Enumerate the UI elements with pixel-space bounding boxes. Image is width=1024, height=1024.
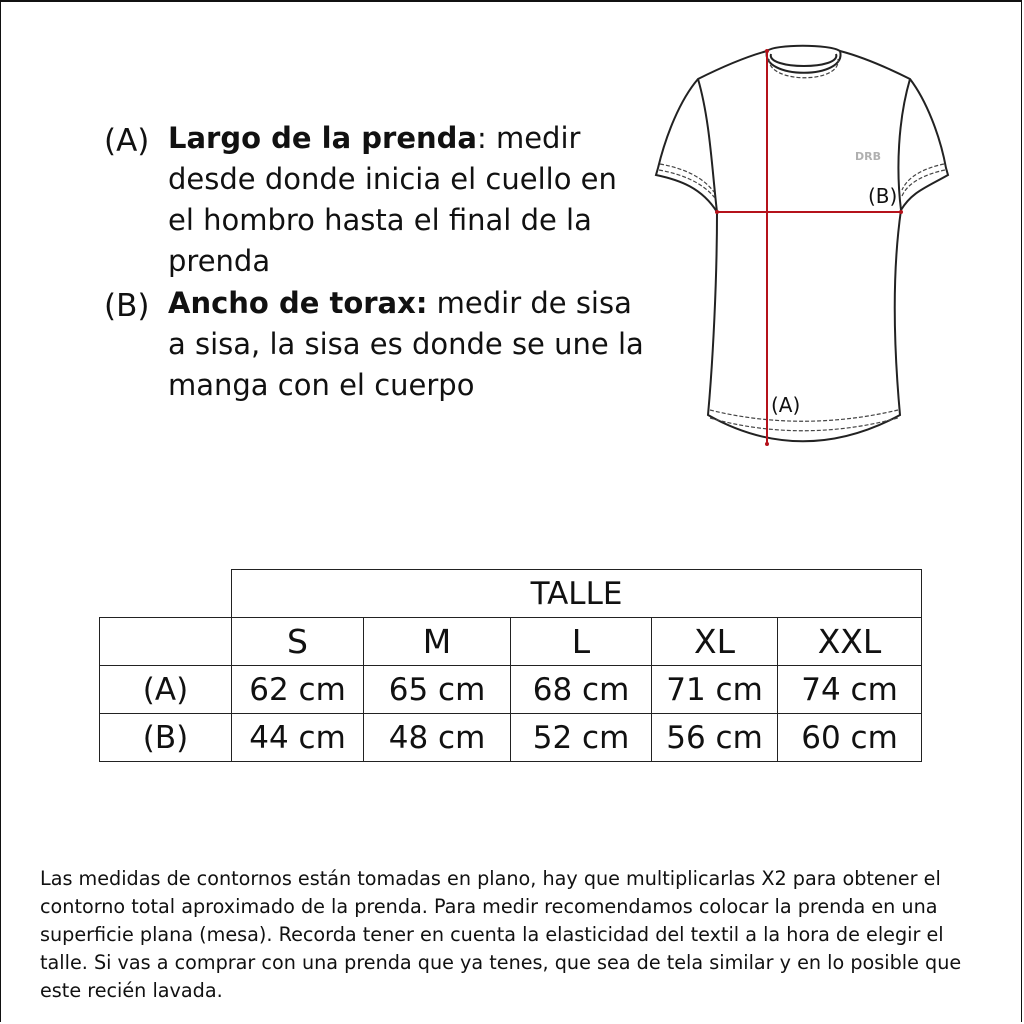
size-header: L	[511, 618, 652, 666]
marker-a-bottom	[765, 442, 769, 446]
table-cell: 52 cm	[511, 714, 652, 762]
tshirt-left-armhole	[698, 79, 717, 212]
table-row	[100, 714, 922, 762]
marker-a-top	[765, 49, 769, 53]
tshirt-diagram	[650, 40, 950, 460]
table-cell: 68 cm	[511, 666, 652, 714]
marker-b-right	[899, 210, 903, 214]
definition-b	[104, 283, 644, 406]
table-title: TALLE	[232, 570, 922, 618]
table-row	[100, 666, 922, 714]
table-cell: 62 cm	[232, 666, 364, 714]
tshirt-outline	[656, 46, 948, 442]
table-header-blank	[100, 618, 232, 666]
diagram-label-a: (A)	[771, 393, 801, 417]
definition-b-text: medir de sisa a sisa, la sisa es donde se une la manga con el cuerpo	[168, 286, 644, 402]
table-title-row	[100, 570, 922, 618]
size-header: XXL	[778, 618, 922, 666]
definition-b-letter: (B)	[104, 288, 150, 324]
measurement-definitions	[104, 118, 644, 406]
table-cell: 65 cm	[364, 666, 511, 714]
brand-logo-text: DRB	[855, 150, 881, 163]
diagram-label-b: (B)	[868, 184, 898, 208]
measurement-lines	[717, 51, 901, 444]
definition-a-title: Largo de la prenda	[168, 121, 477, 155]
size-header: S	[232, 618, 364, 666]
table-corner-blank	[100, 570, 232, 618]
table-cell: 74 cm	[778, 666, 922, 714]
tshirt-svg	[650, 40, 950, 460]
measurement-markers	[715, 49, 903, 446]
tshirt-right-armhole	[898, 79, 910, 210]
table-cell: 44 cm	[232, 714, 364, 762]
table-cell: 56 cm	[652, 714, 778, 762]
definition-b-title: Ancho de torax:	[168, 286, 428, 320]
definition-a	[104, 118, 644, 282]
marker-b-left	[715, 210, 719, 214]
right-sleeve-stitch-2	[902, 170, 945, 196]
right-sleeve-stitch-1	[902, 164, 944, 190]
tshirt-collar-inner	[771, 54, 837, 66]
size-header: M	[364, 618, 511, 666]
row-label: (B)	[100, 714, 232, 762]
size-table	[99, 569, 922, 762]
hem-stitch-1	[710, 410, 898, 421]
table-cell: 48 cm	[364, 714, 511, 762]
table-cell: 60 cm	[778, 714, 922, 762]
row-label: (A)	[100, 666, 232, 714]
definition-a-text: : medir desde donde inicia el cuello en el hombro hasta el final de la prenda	[168, 121, 617, 278]
measurement-note: Las medidas de contornos están tomadas en plano, hay que multiplicarlas X2 para obtener el contorno total aproximado de la prenda. Para medir recomendamos colocar la prenda en una superficie plana (mesa). Recorda tener en cuenta la elasticidad del textil a la hora de elegir el talle. Si vas a comprar con una prenda que ya tenes, que sea de tela similar y en lo posible que este recién lavada.	[40, 867, 962, 1003]
table-header-row	[100, 618, 922, 666]
size-header: XL	[652, 618, 778, 666]
table-cell: 71 cm	[652, 666, 778, 714]
definition-a-letter: (A)	[104, 123, 150, 159]
